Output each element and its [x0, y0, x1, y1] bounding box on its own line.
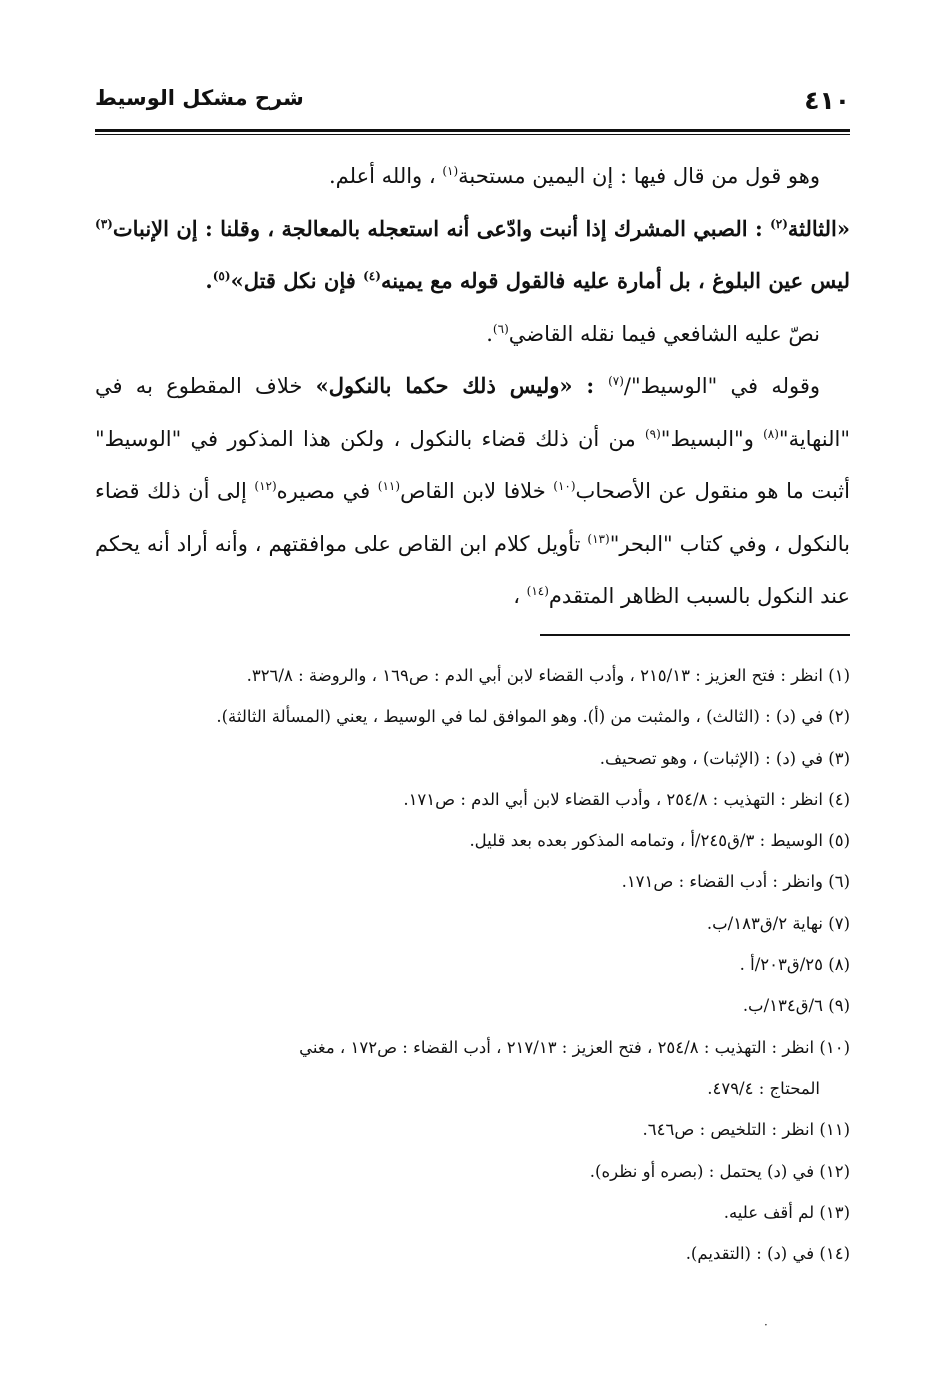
text-run: خلافا لابن القاص: [400, 479, 554, 503]
text-run: خلاف المقطوع به في "النهاية": [95, 374, 850, 451]
text-run: تأويل كلام ابن القاص على موافقتهم ، وأنه أراد أنه يحكم عند النكول بالسبب الظاهر المتقدم: [95, 531, 850, 608]
text-run: .: [486, 321, 493, 346]
footnote-ref[interactable]: (١٣): [587, 531, 610, 546]
footnote-ref[interactable]: (٩): [644, 426, 661, 441]
footnote-ref[interactable]: (١٠): [553, 479, 576, 493]
paragraph: [95, 308, 850, 361]
text-run: ،: [513, 584, 527, 608]
footnote-ref[interactable]: (٦): [492, 321, 509, 336]
text-run: وقوله في "الوسيط"/: [623, 374, 821, 398]
footnote: (١٣) لم أقف عليه.: [723, 1202, 850, 1222]
footnote-ref[interactable]: (٥): [212, 269, 231, 283]
footnote-ref[interactable]: (٨): [763, 426, 779, 441]
paragraph: [95, 360, 850, 623]
footnote-ref[interactable]: (٣): [95, 216, 113, 231]
running-title: شرح مشكل الوسيط: [95, 86, 304, 110]
paragraph: [95, 150, 850, 203]
footnote-separator: [540, 634, 850, 636]
header-rule-thin: [95, 134, 850, 135]
text-run: ، والله أعلم.: [328, 164, 443, 188]
footnote: (٨) ٢٥/ق٢٠٣/أ .: [739, 955, 850, 975]
footnote: (١) انظر : فتح العزيز : ٢١٥/١٣ ، وأدب القضاء لابن أبي الدم : ص١٦٩ ، والروضة : ٣٢٦/٨.: [246, 666, 850, 685]
footnote-ref[interactable]: (٧): [608, 374, 624, 388]
footnote-ref[interactable]: (٢): [770, 216, 788, 231]
page-number: ٤١٠: [804, 86, 850, 115]
footnote: (٧) نهاية ٢/ق١٨٣/ب.: [706, 913, 850, 933]
text-run: إلى أن ذلك قضاء بالنكول ، وفي كتاب "البحر": [95, 479, 850, 556]
footnote: (٦) وانظر : أدب القضاء : ص١٧١.: [621, 872, 850, 892]
footnote: (١٠) انظر : التهذيب : ٢٥٤/٨ ، فتح العزيز : ٢١٧/١٣ ، أدب القضاء : ص١٧٢ ، مغني: [299, 1037, 850, 1057]
text-run: و"البسيط": [660, 426, 764, 451]
footnote-ref[interactable]: (١٢): [254, 479, 277, 493]
footnote-ref[interactable]: (١٤): [526, 584, 549, 598]
footnote: (٩) ٦/ق١٣٤/ب.: [742, 996, 850, 1016]
footnote-ref[interactable]: (٤): [363, 269, 381, 283]
footnote: (٥) الوسيط : ٣/ق٢٤٥/أ ، وتمامه المذكور بعده بعد قليل.: [469, 831, 850, 851]
text-run: : الصبي المشرك إذا أنبت وادّعى أنه استعجله بالمعالجة ، وقلنا : إن الإنبات: [112, 215, 771, 241]
text-run: فإن نكل قتل»: [230, 268, 364, 293]
footnotes: [95, 655, 850, 1274]
text-run: في مصيره: [276, 479, 378, 503]
footnote-ref[interactable]: (١١): [377, 479, 401, 493]
text-run: نصّ عليه الشافعي فيما نقله القاضي: [508, 321, 820, 346]
footnote: (١١) انظر : التلخيص : ص٦٤٦.: [642, 1120, 850, 1140]
quoted-paragraph: [95, 203, 850, 308]
text-run: وهو قول من قال فيها : إن اليمين مستحبة: [458, 164, 820, 188]
footnote: (١٢) في (د) يحتمل : (بصره أو نظره).: [589, 1161, 850, 1181]
text-run: من أن ذلك قضاء بالنكول ، ولكن هذا المذكور في "الوسيط" أثبت ما هو منقول عن الأصحاب: [95, 426, 850, 503]
footnote: (٤) انظر : التهذيب : ٢٥٤/٨ ، وأدب القضاء لابن أبي الدم : ص١٧١.: [403, 789, 850, 809]
text-run: «الثالثة: [787, 215, 850, 241]
footnote: (٢) في (د) : (الثالث) ، والمثبت من (أ). وهو الموافق لما في الوسيط ، يعني (المسألة الثالثة).: [216, 707, 850, 727]
page-mark: ·: [764, 1318, 768, 1332]
footnote-ref[interactable]: (١): [442, 164, 459, 178]
text-run: ليس عين البلوغ ، بل أمارة عليه فالقول قوله مع يمينه: [380, 268, 850, 293]
main-text: [95, 150, 850, 623]
header-rule-thick: [95, 129, 850, 132]
footnote: (١٤) في (د) : (التقديم).: [685, 1244, 850, 1264]
footnote: (٣) في (د) : (الإثبات) ، وهو تصحيف.: [599, 748, 850, 768]
page-header: [95, 86, 850, 130]
text-run: .: [205, 268, 213, 293]
quoted-text: : «وليس ذلك حكما بالنكول»: [315, 373, 609, 398]
footnote-continuation: المحتاج : ٤٧٩/٤.: [707, 1078, 820, 1098]
